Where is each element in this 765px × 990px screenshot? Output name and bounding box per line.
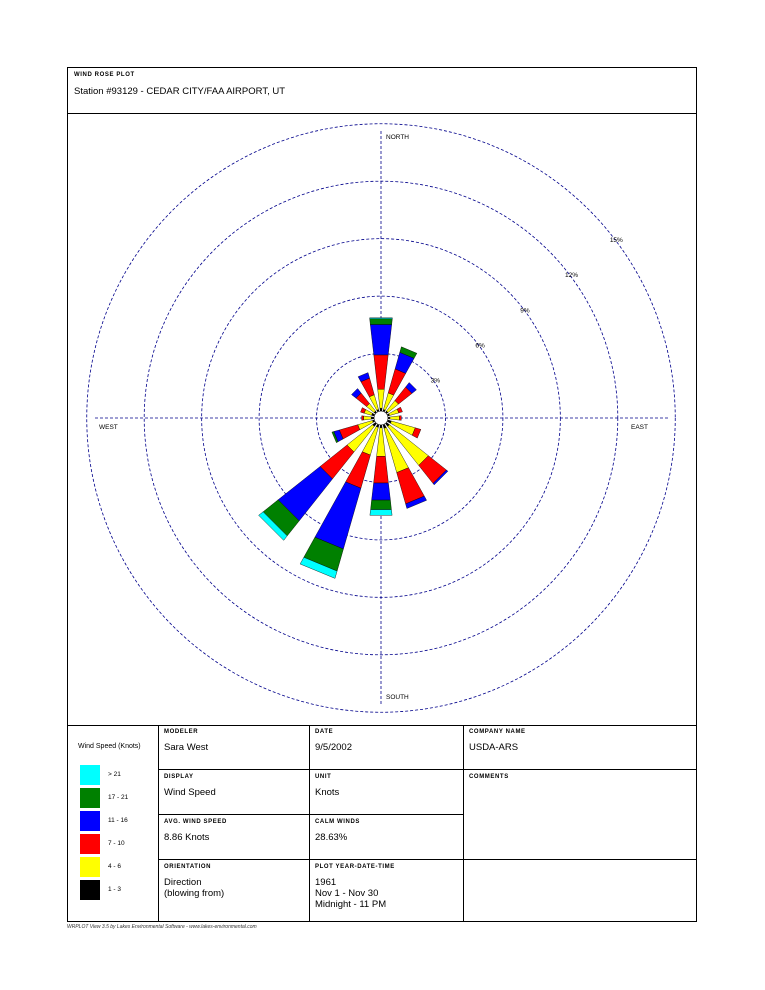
modeler-value: Sara West bbox=[164, 742, 209, 753]
petal-0-bin-5 bbox=[370, 318, 393, 319]
south-label: SOUTH bbox=[386, 694, 409, 701]
unit-label: UNIT bbox=[315, 774, 332, 780]
petal-180-bin-0 bbox=[380, 425, 382, 428]
modeler-label: MODELER bbox=[164, 729, 199, 735]
display-label: DISPLAY bbox=[164, 774, 194, 780]
comments-cell bbox=[464, 770, 696, 860]
date-label: DATE bbox=[315, 729, 334, 735]
ring-label-3: 3% bbox=[430, 377, 440, 385]
ring-label-group bbox=[431, 237, 623, 384]
legend-panel bbox=[68, 725, 159, 922]
avg-speed-label: AVG. WIND SPEED bbox=[164, 819, 227, 825]
legend-swatch bbox=[80, 880, 100, 900]
calm-winds-value: 28.63% bbox=[315, 832, 348, 843]
plot-time-cell bbox=[310, 860, 464, 922]
petal-0-bin-4 bbox=[370, 319, 393, 325]
petal-0-bin-3 bbox=[370, 325, 391, 355]
report-header bbox=[68, 68, 696, 114]
ring-label-12: 12% bbox=[565, 272, 579, 280]
company-value: USDA-ARS bbox=[469, 742, 519, 753]
legend-label: 7 - 10 bbox=[108, 840, 125, 847]
company-cell bbox=[464, 725, 696, 770]
wind-rose-plot-area bbox=[68, 113, 696, 726]
header-label: WIND ROSE PLOT bbox=[74, 72, 135, 78]
unit-value: Knots bbox=[315, 787, 340, 798]
date-cell bbox=[310, 725, 464, 770]
footer-credit: WRPLOT View 3.5 by Lakes Environmental Software - www.lakes-environmental.com bbox=[67, 924, 257, 930]
petal-270-bin-1 bbox=[364, 416, 372, 420]
petal-0-bin-1 bbox=[378, 389, 385, 408]
east-label: EAST bbox=[631, 424, 648, 431]
avg-speed-value: 8.86 Knots bbox=[164, 832, 210, 843]
wind-rose-chart bbox=[68, 113, 696, 725]
company-label: COMPANY NAME bbox=[469, 729, 526, 735]
ring-label-15: 15% bbox=[609, 237, 623, 245]
petal-180-bin-1 bbox=[377, 428, 386, 457]
calm-winds-cell bbox=[310, 815, 464, 860]
comments-label: COMMENTS bbox=[469, 774, 509, 780]
legend-swatch bbox=[80, 834, 100, 854]
orientation-label: ORIENTATION bbox=[164, 864, 212, 870]
legend-title: Wind Speed (Knots) bbox=[78, 743, 141, 750]
petal-90-bin-2 bbox=[399, 416, 401, 421]
petal-180-bin-4 bbox=[371, 500, 392, 510]
legend-swatch bbox=[80, 811, 100, 831]
legend-label: 11 - 16 bbox=[108, 817, 128, 824]
legend-label: 4 - 6 bbox=[108, 863, 122, 870]
ring-label-9: 9% bbox=[520, 307, 530, 315]
legend-label: 17 - 21 bbox=[108, 794, 129, 801]
plot-time-value: 1961 Nov 1 - Nov 30 Midnight - 11 PM bbox=[315, 877, 387, 910]
display-cell bbox=[159, 770, 310, 815]
north-label: NORTH bbox=[386, 134, 409, 141]
legend-label: > 21 bbox=[108, 771, 121, 778]
display-value: Wind Speed bbox=[164, 787, 216, 798]
legend-swatch bbox=[80, 857, 100, 877]
petal-group bbox=[259, 318, 448, 579]
calm-winds-label: CALM WINDS bbox=[315, 819, 360, 825]
station-title: Station #93129 - CEDAR CITY/FAA AIRPORT, UT bbox=[74, 86, 286, 97]
west-label: WEST bbox=[99, 424, 118, 431]
petal-180-bin-3 bbox=[372, 483, 391, 500]
unit-cell bbox=[310, 770, 464, 815]
legend-label: 1 - 3 bbox=[108, 886, 122, 893]
orientation-cell bbox=[159, 860, 310, 922]
petal-180-bin-5 bbox=[370, 510, 392, 516]
plot-time-label: PLOT YEAR-DATE-TIME bbox=[315, 864, 395, 870]
calm-center bbox=[374, 411, 388, 425]
legend-swatch bbox=[80, 788, 100, 808]
modeler-cell bbox=[159, 725, 310, 770]
orientation-value: Direction (blowing from) bbox=[164, 877, 225, 899]
petal-0-bin-2 bbox=[374, 355, 388, 389]
petal-270-bin-2 bbox=[362, 416, 364, 420]
petal-180-bin-2 bbox=[374, 456, 389, 483]
petal-90-bin-0 bbox=[388, 417, 390, 419]
petal-0-bin-0 bbox=[380, 408, 382, 411]
legend-swatch bbox=[80, 765, 100, 785]
date-value: 9/5/2002 bbox=[315, 742, 352, 753]
petal-90-bin-1 bbox=[390, 416, 400, 420]
wind-rose-report bbox=[67, 67, 697, 922]
petal-270-bin-0 bbox=[371, 417, 374, 419]
ring-label-6: 6% bbox=[475, 342, 485, 350]
avg-speed-cell bbox=[159, 815, 310, 860]
